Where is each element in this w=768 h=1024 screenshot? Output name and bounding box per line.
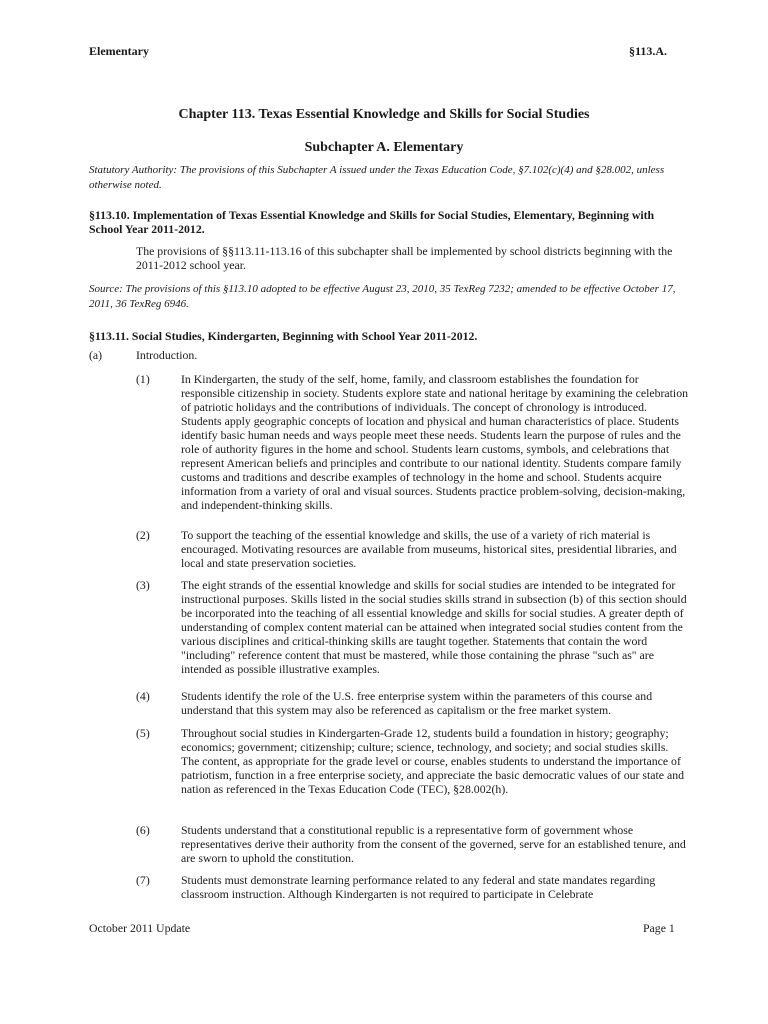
footer-update-date: October 2011 Update	[89, 921, 191, 935]
subchapter-title: Subchapter A. Elementary	[304, 140, 464, 155]
item-text: Students understand that a constitutional republic is a representative form of government whose representatives derive their authority from the consent of the governed, serve for an established tenure, and are sworn to uphold the constitution.	[181, 823, 686, 865]
running-header-left: Elementary	[89, 44, 149, 58]
subsection-a-title: Introduction.	[136, 348, 198, 362]
item-number: (4)	[136, 689, 150, 703]
item-number: (1)	[136, 372, 150, 386]
item-text: Students must demonstrate learning performance related to any federal and state mandates regarding classroom instruction. Although Kindergarten is not required to participate in Celebrate	[181, 873, 656, 901]
section-110-source-note: Source: The provisions of this §113.10 adopted to be effective August 23, 2010, 35 TexReg 7232; amended to be effective October 17, 2011, 36 TexReg 6946.	[89, 283, 676, 310]
section-110-text: The provisions of §§113.11-113.16 of this subchapter shall be implemented by school districts beginning with the 2011-2012 school year.	[136, 244, 673, 272]
running-header-right: §113.A.	[629, 44, 668, 58]
item-text: To support the teaching of the essential knowledge and skills, the use of a variety of rich material is encouraged. Motivating resources are available from museums, historical sites, presidential libraries, and local and state preservation societies.	[181, 528, 677, 570]
subsection-a-label: (a)	[89, 348, 103, 362]
footer-page-number: Page 1	[643, 921, 675, 935]
item-number: (7)	[136, 873, 150, 887]
section-110-heading: §113.10. Implementation of Texas Essential Knowledge and Skills for Social Studies, Elementary, Beginning with School Year 2011-2012.	[89, 208, 655, 236]
statutory-authority: Statutory Authority: The provisions of this Subchapter A issued under the Texas Education Code, §7.102(c)(4) and §28.002, unless otherwise noted.	[89, 164, 665, 191]
item-text: In Kindergarten, the study of the self, home, family, and classroom establishes the foundation for responsible citizenship in society. Students explore state and national heritage by examining the celebration of patriotic holidays and the contributions of individuals. The concept of chronology is introduced. Students apply geographic concepts of location and physical and human characteristics of place. Students identify basic human needs and ways people meet these needs. Students learn the purpose of rules and the role of authority figures in the home and school. Students learn customs, symbols, and celebrations that represent American beliefs and principles and contribute to our national identity. Students compare family customs and traditions and describe examples of technology in the home and school. Students acquire information from a variety of oral and visual sources. Students practice problem-solving, decision-making, and independent-thinking skills.	[181, 372, 689, 512]
item-number: (2)	[136, 528, 150, 542]
item-text: Students identify the role of the U.S. free enterprise system within the parameters of this course and understand that this system may also be referenced as capitalism or the free market system.	[181, 689, 653, 717]
section-111-heading: §113.11. Social Studies, Kindergarten, Beginning with School Year 2011-2012.	[89, 329, 478, 343]
item-number: (3)	[136, 578, 150, 592]
item-text: Throughout social studies in Kindergarten-Grade 12, students build a foundation in history; geography; economics; government; citizenship; culture; science, technology, and society; and social studies skills. The content, as appropriate for the grade level or course, enables students to understand the importance of patriotism, function in a free enterprise society, and appreciate the basic democratic values of our state and nation as referenced in the Texas Education Code (TEC), §28.002(h).	[181, 726, 685, 796]
item-text: The eight strands of the essential knowledge and skills for social studies are intended to be integrated for instructional purposes. Skills listed in the social studies skills strand in subsection (b) of this section should be incorporated into the teaching of all essential knowledge and skills for social studies. A greater depth of understanding of complex content material can be attained when integrated social studies content from the various disciplines and critical-thinking skills are taught together. Statements that contain the word "including" reference content that must be mastered, while those containing the phrase "such as" are intended as possible illustrative examples.	[181, 578, 687, 676]
chapter-title: Chapter 113. Texas Essential Knowledge and Skills for Social Studies	[178, 107, 590, 122]
item-number: (5)	[136, 726, 150, 740]
item-number: (6)	[136, 823, 150, 837]
